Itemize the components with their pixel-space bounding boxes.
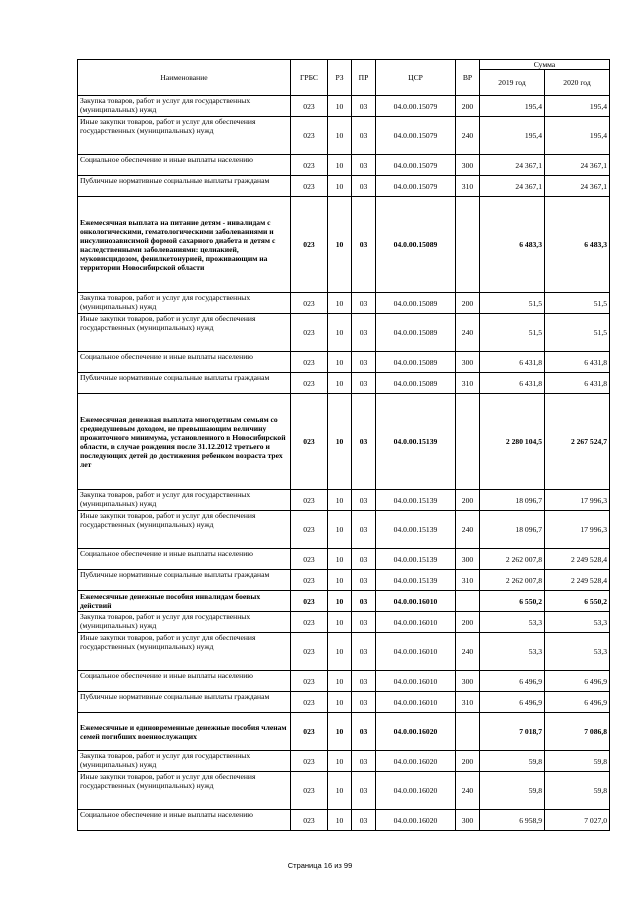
row-pr: 03 [352,373,376,394]
row-pr: 03 [352,155,376,176]
row-amount-2020: 59,8 [545,772,610,810]
row-csr: 04.0.00.16020 [376,751,456,772]
row-amount-2019: 2 262 007,8 [480,549,545,570]
table-row [78,352,610,373]
row-csr: 04.0.00.15139 [376,570,456,591]
row-vr: 240 [456,772,480,810]
row-name: Социальное обеспечение и иные выплаты населению [78,155,291,176]
header-2019: 2019 год [480,70,545,96]
row-rz: 10 [328,373,352,394]
row-rz: 10 [328,772,352,810]
table-row [78,633,610,671]
row-amount-2020: 53,3 [545,633,610,671]
row-pr: 03 [352,751,376,772]
row-grbs: 023 [291,314,328,352]
row-amount-2020: 17 996,3 [545,490,610,511]
row-csr: 04.0.00.16010 [376,591,456,612]
row-name: Иные закупки товаров, работ и услуг для обеспечения государственных (муниципальных) нужд [78,633,291,671]
table-row [78,612,610,633]
row-csr: 04.0.00.16010 [376,692,456,713]
row-rz: 10 [328,612,352,633]
row-rz: 10 [328,570,352,591]
row-amount-2019: 195,4 [480,96,545,117]
row-name: Иные закупки товаров, работ и услуг для обеспечения государственных (муниципальных) нужд [78,117,291,155]
row-grbs: 023 [291,352,328,373]
row-pr: 03 [352,314,376,352]
row-pr: 03 [352,96,376,117]
row-csr: 04.0.00.16020 [376,713,456,751]
row-vr [456,713,480,751]
row-csr: 04.0.00.15079 [376,117,456,155]
row-amount-2020: 6 496,9 [545,692,610,713]
row-grbs: 023 [291,570,328,591]
row-csr: 04.0.00.15139 [376,511,456,549]
row-grbs: 023 [291,176,328,197]
table-row [78,772,610,810]
row-amount-2019: 24 367,1 [480,155,545,176]
row-pr: 03 [352,352,376,373]
header-pr: ПР [352,60,376,96]
row-amount-2019: 7 018,7 [480,713,545,751]
row-name: Иные закупки товаров, работ и услуг для обеспечения государственных (муниципальных) нужд [78,772,291,810]
row-amount-2020: 6 431,8 [545,373,610,394]
row-pr: 03 [352,713,376,751]
row-pr: 03 [352,671,376,692]
row-vr: 310 [456,570,480,591]
row-pr: 03 [352,612,376,633]
row-rz: 10 [328,511,352,549]
row-csr: 04.0.00.16010 [376,671,456,692]
row-vr: 310 [456,176,480,197]
row-name: Иные закупки товаров, работ и услуг для обеспечения государственных (муниципальных) нужд [78,511,291,549]
row-amount-2020: 24 367,1 [545,155,610,176]
row-amount-2020: 195,4 [545,117,610,155]
row-csr: 04.0.00.15079 [376,155,456,176]
table-row [78,293,610,314]
row-rz: 10 [328,490,352,511]
row-pr: 03 [352,176,376,197]
row-amount-2020: 2 267 524,7 [545,394,610,490]
row-rz: 10 [328,293,352,314]
row-csr: 04.0.00.15139 [376,549,456,570]
row-rz: 10 [328,394,352,490]
row-name: Ежемесячная денежная выплата многодетным семьям со среднедушевым доходом, не превышающим величину прожиточного минимума, установленного в Новосибирской области, в случае рождения после 31.12.2012 третьего и последующих детей до достижения ребенком возраста трех лет [78,394,291,490]
row-rz: 10 [328,633,352,671]
row-vr: 240 [456,633,480,671]
row-amount-2019: 18 096,7 [480,490,545,511]
row-pr: 03 [352,633,376,671]
row-name: Ежемесячные денежные пособия инвалидам боевых действий [78,591,291,612]
row-amount-2019: 59,8 [480,751,545,772]
row-rz: 10 [328,176,352,197]
table-row-program [78,394,610,490]
header-name: Наименование [78,60,291,96]
row-rz: 10 [328,352,352,373]
row-vr: 240 [456,511,480,549]
row-amount-2019: 6 958,9 [480,810,545,831]
row-grbs: 023 [291,96,328,117]
table-row [78,810,610,831]
table-row [78,751,610,772]
row-name: Ежемесячные и единовременные денежные пособия членам семей погибших военнослужащих [78,713,291,751]
row-grbs: 023 [291,373,328,394]
header-vr: ВР [456,60,480,96]
row-vr: 310 [456,692,480,713]
row-rz: 10 [328,671,352,692]
row-amount-2020: 2 249 528,4 [545,549,610,570]
table-row [78,692,610,713]
row-vr: 300 [456,155,480,176]
row-vr: 200 [456,96,480,117]
row-vr: 200 [456,751,480,772]
row-vr: 240 [456,314,480,352]
table-row-program [78,591,610,612]
row-grbs: 023 [291,117,328,155]
row-amount-2019: 53,3 [480,633,545,671]
row-name: Социальное обеспечение и иные выплаты населению [78,671,291,692]
row-rz: 10 [328,197,352,293]
row-rz: 10 [328,713,352,751]
row-csr: 04.0.00.15089 [376,197,456,293]
row-amount-2020: 7 027,0 [545,810,610,831]
row-csr: 04.0.00.15139 [376,394,456,490]
row-pr: 03 [352,293,376,314]
row-csr: 04.0.00.15079 [376,176,456,197]
row-pr: 03 [352,490,376,511]
row-grbs: 023 [291,293,328,314]
row-grbs: 023 [291,591,328,612]
row-amount-2019: 195,4 [480,117,545,155]
row-rz: 10 [328,314,352,352]
row-grbs: 023 [291,751,328,772]
row-name: Закупка товаров, работ и услуг для государственных (муниципальных) нужд [78,96,291,117]
table-row-program [78,713,610,751]
table-row [78,549,610,570]
table-row-program [78,197,610,293]
row-amount-2020: 6 496,9 [545,671,610,692]
row-grbs: 023 [291,713,328,751]
table-row [78,155,610,176]
row-name: Публичные нормативные социальные выплаты гражданам [78,176,291,197]
row-csr: 04.0.00.15089 [376,314,456,352]
row-amount-2020: 6 431,8 [545,352,610,373]
row-grbs: 023 [291,772,328,810]
row-csr: 04.0.00.15089 [376,373,456,394]
row-vr: 200 [456,293,480,314]
row-amount-2020: 59,8 [545,751,610,772]
row-grbs: 023 [291,671,328,692]
row-amount-2020: 51,5 [545,314,610,352]
row-pr: 03 [352,591,376,612]
table-row [78,96,610,117]
row-csr: 04.0.00.15089 [376,293,456,314]
row-grbs: 023 [291,197,328,293]
header-grbs: ГРБС [291,60,328,96]
table-header [78,60,610,96]
header-csr: ЦСР [376,60,456,96]
row-amount-2019: 6 550,2 [480,591,545,612]
row-amount-2020: 51,5 [545,293,610,314]
row-grbs: 023 [291,511,328,549]
table-body [78,96,610,831]
row-amount-2020: 7 086,8 [545,713,610,751]
table-row [78,117,610,155]
row-amount-2019: 2 280 104,5 [480,394,545,490]
table-row [78,314,610,352]
row-vr: 310 [456,373,480,394]
row-pr: 03 [352,511,376,549]
row-amount-2019: 51,5 [480,314,545,352]
row-amount-2019: 24 367,1 [480,176,545,197]
row-amount-2019: 6 496,9 [480,692,545,713]
row-grbs: 023 [291,612,328,633]
row-amount-2019: 59,8 [480,772,545,810]
row-csr: 04.0.00.16010 [376,612,456,633]
row-csr: 04.0.00.15079 [376,96,456,117]
row-grbs: 023 [291,490,328,511]
row-amount-2019: 2 262 007,8 [480,570,545,591]
row-pr: 03 [352,772,376,810]
row-csr: 04.0.00.15139 [376,490,456,511]
row-amount-2019: 6 431,8 [480,373,545,394]
row-grbs: 023 [291,810,328,831]
row-rz: 10 [328,591,352,612]
row-csr: 04.0.00.15089 [376,352,456,373]
table-row [78,570,610,591]
row-grbs: 023 [291,692,328,713]
row-csr: 04.0.00.16020 [376,772,456,810]
row-pr: 03 [352,570,376,591]
row-pr: 03 [352,394,376,490]
row-name: Ежемесячная выплата на питание детям - инвалидам с онкологическими, гематологическими заболеваниями и инсулинозависимой формой сахарного диабета и детям с наследственными заболеваниями: целиакией, муковисцидозом, фенилкетонурией, проживающим на территории Новосибирской области [78,197,291,293]
row-vr: 240 [456,117,480,155]
row-csr: 04.0.00.16010 [376,633,456,671]
row-name: Закупка товаров, работ и услуг для государственных (муниципальных) нужд [78,612,291,633]
row-amount-2019: 18 096,7 [480,511,545,549]
row-amount-2020: 195,4 [545,96,610,117]
header-sum: Сумма [480,60,610,70]
row-grbs: 023 [291,394,328,490]
row-name: Публичные нормативные социальные выплаты гражданам [78,373,291,394]
row-name: Иные закупки товаров, работ и услуг для обеспечения государственных (муниципальных) нужд [78,314,291,352]
row-grbs: 023 [291,155,328,176]
row-vr [456,197,480,293]
row-name: Социальное обеспечение и иные выплаты населению [78,810,291,831]
row-rz: 10 [328,96,352,117]
row-amount-2019: 6 483,3 [480,197,545,293]
row-csr: 04.0.00.16020 [376,810,456,831]
row-name: Социальное обеспечение и иные выплаты населению [78,549,291,570]
table-row [78,176,610,197]
row-amount-2019: 6 431,8 [480,352,545,373]
header-rz: РЗ [328,60,352,96]
table-row [78,373,610,394]
row-amount-2020: 17 996,3 [545,511,610,549]
row-rz: 10 [328,810,352,831]
page-number: Страница 16 из 99 [287,861,353,870]
row-pr: 03 [352,692,376,713]
row-vr: 300 [456,549,480,570]
row-rz: 10 [328,751,352,772]
row-rz: 10 [328,549,352,570]
row-vr: 200 [456,490,480,511]
row-vr: 300 [456,671,480,692]
row-rz: 10 [328,692,352,713]
row-pr: 03 [352,549,376,570]
row-rz: 10 [328,155,352,176]
row-amount-2020: 53,3 [545,612,610,633]
row-vr: 300 [456,810,480,831]
row-rz: 10 [328,117,352,155]
row-name: Закупка товаров, работ и услуг для государственных (муниципальных) нужд [78,293,291,314]
row-vr: 300 [456,352,480,373]
row-amount-2020: 6 483,3 [545,197,610,293]
row-name: Социальное обеспечение и иные выплаты населению [78,352,291,373]
row-name: Публичные нормативные социальные выплаты гражданам [78,692,291,713]
row-amount-2019: 51,5 [480,293,545,314]
header-2020: 2020 год [545,70,610,96]
table-row [78,671,610,692]
row-vr [456,591,480,612]
row-amount-2019: 53,3 [480,612,545,633]
table-row [78,511,610,549]
budget-table [77,59,610,831]
row-amount-2020: 24 367,1 [545,176,610,197]
row-pr: 03 [352,810,376,831]
row-amount-2019: 6 496,9 [480,671,545,692]
row-grbs: 023 [291,549,328,570]
row-name: Публичные нормативные социальные выплаты гражданам [78,570,291,591]
row-pr: 03 [352,117,376,155]
row-amount-2020: 6 550,2 [545,591,610,612]
table-row [78,490,610,511]
row-name: Закупка товаров, работ и услуг для государственных (муниципальных) нужд [78,490,291,511]
row-pr: 03 [352,197,376,293]
row-vr: 200 [456,612,480,633]
row-name: Закупка товаров, работ и услуг для государственных (муниципальных) нужд [78,751,291,772]
row-vr [456,394,480,490]
row-grbs: 023 [291,633,328,671]
row-amount-2020: 2 249 528,4 [545,570,610,591]
